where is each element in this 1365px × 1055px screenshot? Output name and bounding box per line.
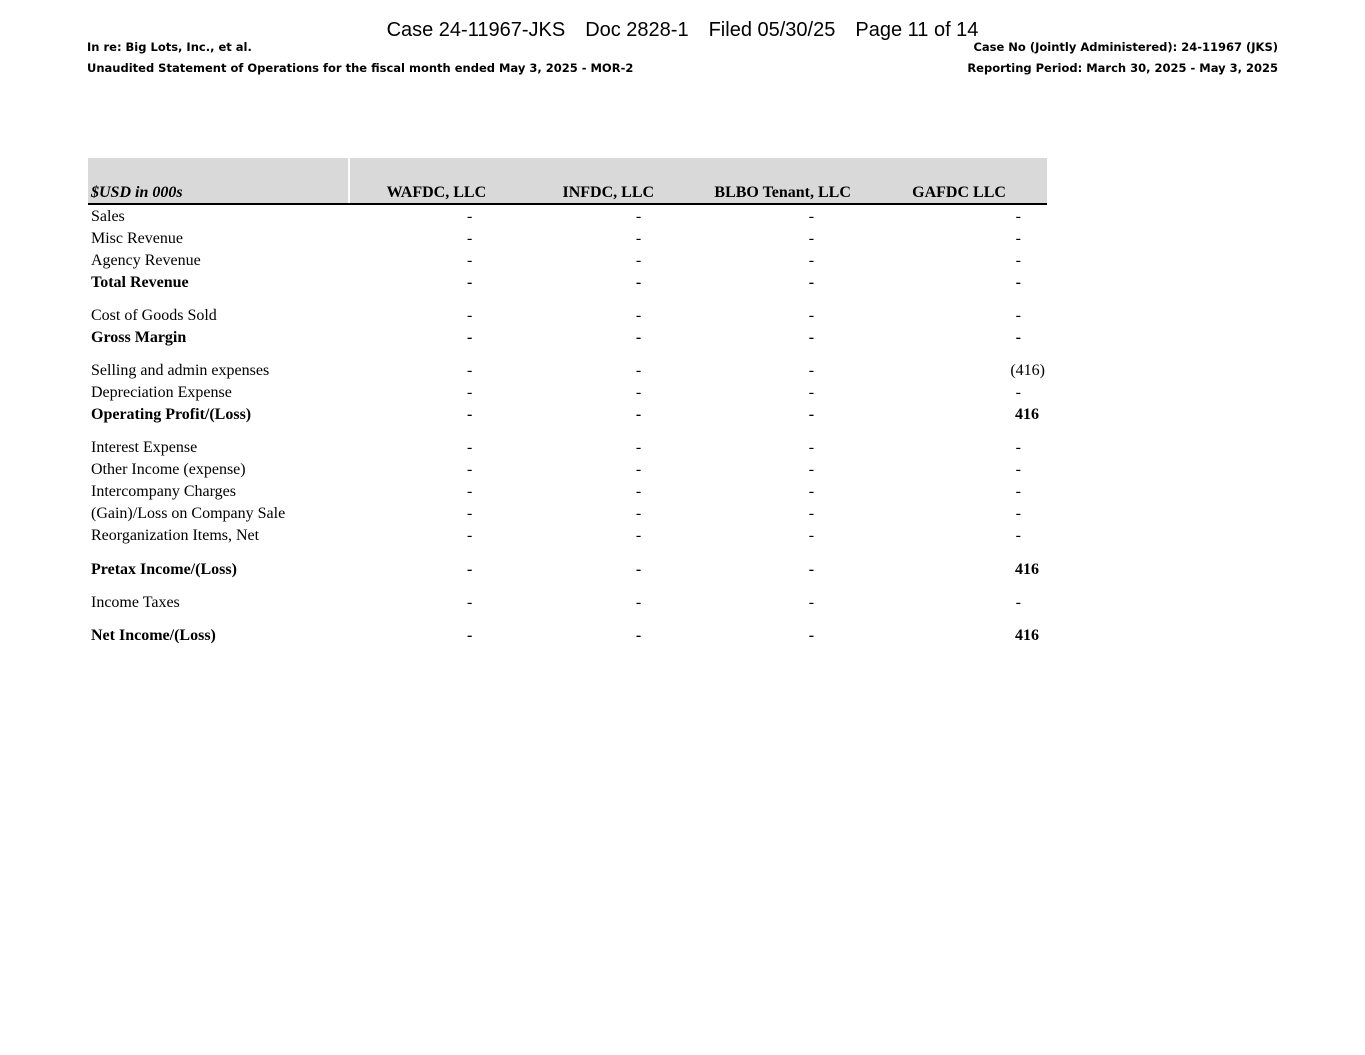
- row-value-cell: [349, 271, 522, 293]
- row-label: Reorganization Items, Net: [91, 526, 260, 544]
- table-row: [88, 249, 1047, 271]
- row-value-cell: [871, 580, 1047, 613]
- row-value-cell: [871, 524, 1047, 546]
- row-value-cell: [694, 580, 871, 613]
- row-value-cell: [522, 524, 694, 546]
- row-value: -: [808, 482, 815, 500]
- row-value-cell: [349, 249, 522, 271]
- row-value: -: [808, 251, 815, 269]
- row-value: (416): [1010, 361, 1045, 379]
- table-row: [88, 546, 1047, 580]
- row-value: -: [1015, 273, 1021, 291]
- row-value-cell: [522, 502, 694, 524]
- row-value: -: [808, 460, 815, 478]
- table-row: [88, 293, 1047, 326]
- row-value-cell: [522, 249, 694, 271]
- row-value-cell: [871, 381, 1047, 403]
- row-label: Pretax Income/(Loss): [91, 560, 237, 578]
- row-value-cell: [349, 580, 522, 613]
- table-row: [88, 381, 1047, 403]
- row-value: -: [808, 328, 815, 346]
- row-value: -: [635, 626, 642, 644]
- row-value-cell: [349, 204, 522, 227]
- row-value-cell: [349, 326, 522, 348]
- row-value: -: [466, 438, 473, 456]
- row-value-cell: [694, 348, 871, 381]
- row-value-cell: [871, 546, 1047, 580]
- row-value-cell: [694, 502, 871, 524]
- row-value-cell: [694, 425, 871, 458]
- row-value: -: [808, 504, 815, 522]
- row-value: -: [1015, 526, 1021, 544]
- row-value-cell: [694, 204, 871, 227]
- row-value: -: [1015, 383, 1021, 401]
- row-value: -: [808, 526, 815, 544]
- row-value-cell: [349, 524, 522, 546]
- row-value-cell: [871, 204, 1047, 227]
- row-value-cell: [871, 348, 1047, 381]
- row-value-cell: [522, 293, 694, 326]
- row-value: -: [466, 504, 473, 522]
- table-row: [88, 271, 1047, 293]
- row-value: -: [635, 328, 642, 346]
- row-value: -: [808, 361, 815, 379]
- row-label: Selling and admin expenses: [91, 361, 270, 379]
- row-value: -: [466, 273, 473, 291]
- row-value-cell: [522, 348, 694, 381]
- row-value-cell: [349, 381, 522, 403]
- row-value-cell: [871, 326, 1047, 348]
- row-value-cell: [522, 613, 694, 646]
- row-value: -: [1015, 438, 1021, 456]
- row-value: -: [466, 626, 473, 644]
- row-value: -: [808, 593, 815, 611]
- row-value-cell: [871, 271, 1047, 293]
- row-value: -: [808, 405, 815, 423]
- row-value: -: [808, 560, 815, 578]
- row-value: -: [635, 560, 642, 578]
- row-value-cell: [522, 381, 694, 403]
- row-label: Gross Margin: [91, 328, 187, 346]
- row-value-cell: [522, 271, 694, 293]
- row-value: -: [466, 229, 473, 247]
- row-label: Depreciation Expense: [91, 383, 232, 401]
- row-value-cell: [349, 403, 522, 425]
- row-value: -: [635, 526, 642, 544]
- row-value: -: [808, 626, 815, 644]
- row-value: -: [1015, 306, 1021, 324]
- row-value-cell: [694, 271, 871, 293]
- row-value: -: [466, 361, 473, 379]
- row-label: Agency Revenue: [91, 251, 201, 269]
- statement-of-operations-table: [88, 158, 1047, 646]
- unit-label: $USD in 000s: [88, 158, 349, 204]
- row-value: -: [635, 504, 642, 522]
- table-row: [88, 580, 1047, 613]
- row-value: -: [466, 460, 473, 478]
- row-value: -: [635, 405, 642, 423]
- row-value: -: [466, 207, 473, 225]
- row-value: -: [466, 405, 473, 423]
- column-header-infdc: INFDC, LLC: [522, 158, 694, 204]
- stamp-doc: Doc 2828-1: [585, 19, 689, 41]
- row-value: -: [1015, 504, 1021, 522]
- case-number: Case No (Jointly Administered): 24-11967 (JKS): [973, 40, 1278, 54]
- row-label: Net Income/(Loss): [91, 626, 216, 644]
- stamp-filed: Filed 05/30/25: [708, 19, 836, 41]
- row-value-cell: [522, 227, 694, 249]
- row-value: -: [1015, 482, 1021, 500]
- row-value: -: [466, 526, 473, 544]
- row-value: -: [808, 207, 815, 225]
- row-value-cell: [694, 293, 871, 326]
- row-value-cell: [694, 613, 871, 646]
- row-value-cell: [694, 249, 871, 271]
- row-value: -: [808, 438, 815, 456]
- row-label: Operating Profit/(Loss): [91, 405, 252, 423]
- row-value: -: [466, 560, 473, 578]
- table-row: [88, 425, 1047, 458]
- row-value-cell: [871, 425, 1047, 458]
- row-value-cell: [522, 458, 694, 480]
- table-row: [88, 524, 1047, 546]
- row-value-cell: [871, 458, 1047, 480]
- row-value: 416: [1015, 405, 1039, 423]
- row-value: -: [1015, 229, 1021, 247]
- table-row: [88, 227, 1047, 249]
- row-value: -: [1015, 593, 1021, 611]
- row-value-cell: [694, 546, 871, 580]
- reporting-period: Reporting Period: March 30, 2025 - May 3, 2025: [967, 61, 1278, 75]
- row-label: Other Income (expense): [91, 460, 246, 478]
- row-label: Cost of Goods Sold: [91, 306, 217, 324]
- table-row: [88, 480, 1047, 502]
- row-value: -: [466, 328, 473, 346]
- row-value: -: [466, 593, 473, 611]
- debtor-name: In re: Big Lots, Inc., et al.: [87, 40, 252, 54]
- row-value-cell: [694, 381, 871, 403]
- row-value-cell: [871, 613, 1047, 646]
- row-value: -: [635, 207, 642, 225]
- row-value-cell: [694, 480, 871, 502]
- row-value: -: [635, 229, 642, 247]
- row-value: -: [1015, 251, 1021, 269]
- row-value: -: [1015, 328, 1021, 346]
- row-value: -: [635, 361, 642, 379]
- row-value: -: [1015, 207, 1021, 225]
- row-value: -: [635, 593, 642, 611]
- row-value-cell: [871, 249, 1047, 271]
- row-value: 416: [1015, 560, 1039, 578]
- row-value: -: [466, 383, 473, 401]
- table-row: [88, 204, 1047, 227]
- row-value: -: [635, 383, 642, 401]
- row-value-cell: [694, 524, 871, 546]
- table-row: [88, 403, 1047, 425]
- row-value-cell: [349, 546, 522, 580]
- row-value: -: [808, 383, 815, 401]
- row-value-cell: [349, 613, 522, 646]
- row-value: 416: [1015, 626, 1039, 644]
- row-value: -: [1015, 460, 1021, 478]
- row-value-cell: [522, 204, 694, 227]
- statement-title: Unaudited Statement of Operations for the fiscal month ended May 3, 2025 - MOR-2: [87, 61, 634, 75]
- row-value-cell: [349, 348, 522, 381]
- row-value-cell: [871, 480, 1047, 502]
- row-label: Intercompany Charges: [91, 482, 236, 500]
- row-label: Sales: [91, 207, 125, 225]
- row-value-cell: [694, 403, 871, 425]
- table-row: [88, 613, 1047, 646]
- table-row: [88, 326, 1047, 348]
- row-value: -: [635, 460, 642, 478]
- row-value-cell: [522, 403, 694, 425]
- court-filing-stamp: [0, 19, 1365, 42]
- column-header-blbo-tenant: BLBO Tenant, LLC: [694, 158, 871, 204]
- row-value-cell: [871, 403, 1047, 425]
- row-value-cell: [349, 293, 522, 326]
- row-value: -: [635, 273, 642, 291]
- row-label: Misc Revenue: [91, 229, 183, 247]
- row-value-cell: [349, 227, 522, 249]
- row-value: -: [466, 251, 473, 269]
- row-value-cell: [522, 425, 694, 458]
- row-value: -: [635, 438, 642, 456]
- row-value: -: [466, 306, 473, 324]
- row-value-cell: [871, 227, 1047, 249]
- row-value: -: [635, 482, 642, 500]
- row-value-cell: [349, 502, 522, 524]
- row-value-cell: [349, 480, 522, 502]
- row-value: -: [808, 229, 815, 247]
- stamp-page: Page 11 of 14: [855, 19, 979, 41]
- row-value-cell: [522, 546, 694, 580]
- row-value-cell: [871, 502, 1047, 524]
- row-value-cell: [694, 458, 871, 480]
- row-value: -: [808, 273, 815, 291]
- row-value-cell: [349, 425, 522, 458]
- row-value-cell: [349, 458, 522, 480]
- row-value: -: [635, 251, 642, 269]
- stamp-case: Case 24-11967-JKS: [386, 19, 566, 41]
- row-label: Income Taxes: [91, 593, 180, 611]
- row-value: -: [808, 306, 815, 324]
- row-label: Total Revenue: [91, 273, 189, 291]
- row-value-cell: [694, 326, 871, 348]
- column-header-gafdc: GAFDC LLC: [871, 158, 1047, 204]
- row-value-cell: [871, 293, 1047, 326]
- row-label: (Gain)/Loss on Company Sale: [91, 504, 286, 522]
- column-header-wafdc: WAFDC, LLC: [349, 158, 522, 204]
- table-row: [88, 348, 1047, 381]
- row-label: Interest Expense: [91, 438, 198, 456]
- row-value-cell: [694, 227, 871, 249]
- row-value: -: [466, 482, 473, 500]
- row-value-cell: [522, 326, 694, 348]
- table-row: [88, 458, 1047, 480]
- row-value-cell: [522, 580, 694, 613]
- row-value-cell: [522, 480, 694, 502]
- table-row: [88, 502, 1047, 524]
- table-header-row: [88, 158, 1047, 204]
- row-value: -: [635, 306, 642, 324]
